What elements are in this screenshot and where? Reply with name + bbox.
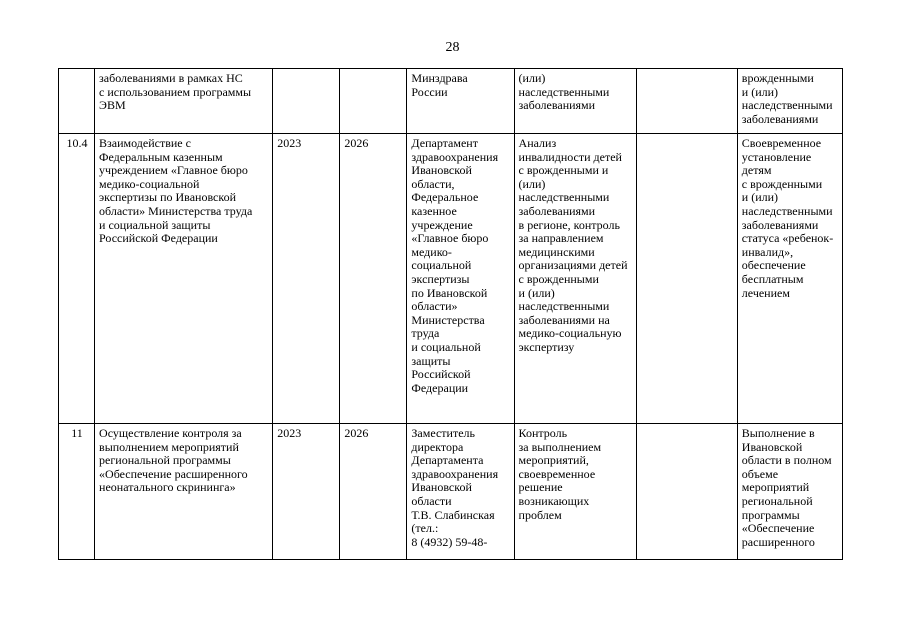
extra-cell xyxy=(636,424,737,560)
activity-cell: Осуществление контроля за выполнением мероприятий региональной программы «Обеспечение расширенного неонатального скрининга» xyxy=(95,424,273,560)
result-cell: Своевременное установление детям с врожденными и (или) наследственными заболеваниями статуса «ребенок- инвалид», обеспечение бесплатным лечением xyxy=(737,134,842,424)
table-row xyxy=(59,424,843,560)
end-year-cell: 2026 xyxy=(340,134,407,424)
row-number: 10.4 xyxy=(59,134,95,424)
start-year-cell: 2023 xyxy=(273,134,340,424)
page-number: 28 xyxy=(445,40,460,55)
measures-table xyxy=(58,68,843,560)
table-row xyxy=(59,69,843,134)
responsible-cell: Минздрава России xyxy=(407,69,514,134)
responsible-cell: Департамент здравоохранения Ивановской области, Федеральное казенное учреждение «Главное бюро медико- социальной экспертизы по Ивановской области» Министерства труда и социальной защиты Российской Федерации xyxy=(407,134,514,424)
characteristic-cell: Контроль за выполнением мероприятий, своевременное решение возникающих проблем xyxy=(514,424,636,560)
extra-cell xyxy=(636,69,737,134)
end-year-cell: 2026 xyxy=(340,424,407,560)
extra-cell xyxy=(636,134,737,424)
row-number xyxy=(59,69,95,134)
activity-cell: заболеваниями в рамках НС с использованием программы ЭВМ xyxy=(95,69,273,134)
start-year-cell: 2023 xyxy=(273,424,340,560)
end-year-cell xyxy=(340,69,407,134)
result-cell: Выполнение в Ивановской области в полном объеме мероприятий региональной программы «Обеспечение расширенного xyxy=(737,424,842,560)
characteristic-cell: (или) наследственными заболеваниями xyxy=(514,69,636,134)
row-number: 11 xyxy=(59,424,95,560)
result-cell: врожденными и (или) наследственными заболеваниями xyxy=(737,69,842,134)
responsible-cell: Заместитель директора Департамента здравоохранения Ивановской области Т.В. Слабинская (тел.: 8 (4932) 59-48- xyxy=(407,424,514,560)
characteristic-cell: Анализ инвалидности детей с врожденными и (или) наследственными заболеваниями в регионе, контроль за направлением медицинскими организациями детей с врожденными и (или) наследственными заболеваниями на медико-социальную экспертизу xyxy=(514,134,636,424)
start-year-cell xyxy=(273,69,340,134)
activity-cell: Взаимодействие с Федеральным казенным учреждением «Главное бюро медико-социальной экспертизы по Ивановской области» Министерства труда и социальной защиты Российской Федерации xyxy=(95,134,273,424)
table-row xyxy=(59,134,843,424)
